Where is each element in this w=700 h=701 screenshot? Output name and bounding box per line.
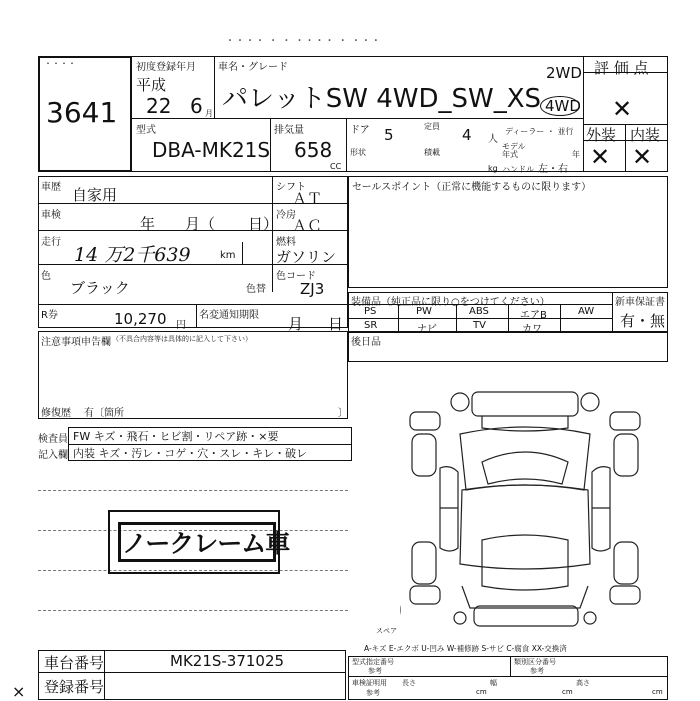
load-label: 積載 (424, 148, 440, 157)
load-unit: kg (488, 164, 498, 173)
windshield (482, 452, 568, 484)
fuel-value: ガソリン (276, 248, 337, 266)
score-cross-mark: ✕ (612, 95, 633, 123)
cert-width-unit: cm (562, 688, 573, 696)
repair-close: 〕 (338, 408, 348, 419)
first-reg-era: 平成 (136, 76, 167, 94)
mileage-label: 走行 (41, 237, 61, 248)
repair-value: 有〔箇所 (84, 408, 124, 419)
equip-aw: AW (578, 306, 595, 317)
repair-label: 修復歴 (41, 408, 71, 419)
model-year-label1: モデル (502, 142, 526, 151)
inspection-label: 車検 (41, 210, 61, 221)
front-left-wheel (412, 434, 436, 476)
shift-value: ＡＴ (292, 190, 323, 208)
model-value: DBA-MK21S (152, 138, 271, 162)
capacity-unit: 人 (488, 134, 498, 145)
displacement-unit: CC (330, 162, 342, 171)
tag-period-label: 名変通知期限 (199, 310, 259, 321)
notes-sublabel: （不具合内容等は具体的に記入して下さい） (112, 335, 252, 343)
spare-label: スペア (376, 627, 397, 635)
mileage-value: 14 万2千639 (74, 244, 191, 266)
first-reg-label: 初度登録年月 (136, 62, 196, 73)
inspection-day: 日） (248, 215, 279, 233)
inspection-month: 月（ (185, 215, 216, 233)
roof (460, 485, 590, 569)
handle-label: ハンドル (502, 165, 534, 174)
interior-cross-mark: ✕ (632, 143, 653, 171)
front-right-wheel (614, 434, 638, 476)
fw-line: FW キズ・飛石・ヒビ割・リペア跡・×要 (73, 430, 279, 443)
first-reg-month: 6 (190, 94, 203, 118)
inspection-year: 年 (140, 215, 156, 233)
notes-label: 注意事項申告欄 (41, 337, 111, 348)
shift-label: シフト (276, 182, 306, 193)
exterior-label: 外装 (586, 126, 617, 144)
header-fragment: ・・・・ ・ ・ ・・・・ ・ ・・・ (225, 36, 381, 47)
margin-cross-mark: × (12, 682, 26, 701)
rear-bumper (474, 606, 578, 626)
registration-label: 登録番号 (44, 678, 105, 696)
cert-width: 幅 (490, 679, 497, 687)
cert-sub: 参考 (366, 689, 380, 697)
car-name-label: 車名・グレード (218, 62, 288, 73)
first-reg-month-unit: 月 (205, 109, 213, 118)
color-change-label: 色替 (246, 284, 266, 295)
drive-4wd: 4WD (545, 97, 581, 115)
rear-items-frame (348, 332, 668, 362)
capacity-value: 4 (462, 126, 472, 144)
front-right-side-part (610, 412, 640, 430)
equip-pw: PW (416, 306, 432, 317)
mirror-left-front (451, 393, 469, 411)
rear-window (482, 535, 568, 590)
chassis-label: 車台番号 (44, 654, 105, 672)
recycle-label: R券 (41, 310, 58, 321)
inspector-label: 検査員 (38, 434, 68, 445)
category-sub: 参考 (530, 667, 544, 675)
shape-label: 形状 (350, 148, 366, 157)
model-year-unit: 年 (572, 150, 580, 159)
door-value: 5 (384, 126, 394, 144)
tag-period-day: 日 (328, 315, 344, 333)
usage-label: 車歴 (41, 182, 61, 193)
mirror-right-front (581, 393, 599, 411)
recycle-unit: 円 (176, 320, 186, 331)
rear-left-side-part (410, 586, 440, 604)
no-claim-text: ノークレーム車 (122, 529, 290, 558)
equip-sr: SR (364, 320, 378, 331)
category-label: 類別区分番号 (514, 658, 556, 666)
interior-line: 内装 キズ・汚レ・コゲ・穴・スレ・キレ・破レ (73, 447, 308, 460)
cert-length: 長さ (402, 679, 416, 687)
equipment-label: 装備品（純正品に限り○をつけてください） (351, 297, 550, 308)
cert-label: 車検証明用 (352, 679, 387, 687)
interior-label: 内装 (630, 126, 661, 144)
front-left-side-part (410, 412, 440, 430)
recycle-value: 10,270 (114, 310, 167, 328)
rear-right-side-part (610, 586, 640, 604)
lot-number: 3641 (46, 96, 118, 129)
car-name-value: パレットSW 4WD_SW_XS (222, 84, 542, 114)
door-label: ドア (350, 125, 370, 136)
equip-airbag: エアB (520, 310, 547, 321)
left-doors (440, 467, 458, 551)
ac-label: 冷房 (276, 210, 296, 221)
chassis-value: MK21S-371025 (170, 652, 285, 670)
score-label: 評 価 点 (594, 59, 649, 77)
equip-tv: TV (473, 320, 486, 331)
rear-items-label: 後日品 (351, 337, 381, 348)
displacement-value: 658 (294, 138, 333, 162)
usage-value: 自家用 (72, 186, 118, 204)
type-designation-sub: 参考 (368, 667, 382, 675)
drive-2wd: 2WD (546, 64, 582, 82)
hood (460, 427, 590, 490)
ac-value: ＡＣ (292, 217, 323, 235)
handle-value: 左・右 (538, 164, 568, 175)
tailgate (462, 586, 588, 608)
equip-navi: ナビ (417, 324, 437, 335)
warranty-value: 有・無 (620, 312, 666, 330)
rear-left-wheel (412, 542, 436, 584)
model-label: 型式 (136, 125, 156, 136)
equip-ps: PS (364, 306, 377, 317)
equip-abs: ABS (469, 306, 489, 317)
rear-right-wheel (614, 542, 638, 584)
cert-height: 高さ (576, 679, 590, 687)
mileage-unit: km (220, 250, 236, 261)
first-reg-year: 22 (146, 94, 172, 118)
exterior-cross-mark: ✕ (590, 143, 611, 171)
fuel-label: 燃料 (276, 237, 296, 248)
tag-period-month: 月 (288, 315, 304, 333)
displacement-label: 排気量 (274, 125, 304, 136)
type-designation-label: 型式指定番号 (352, 658, 394, 666)
damage-legend: A-キズ E-エクボ U-凹み W-補修跡 S-サビ C-腐食 XX-交換済 (364, 644, 567, 653)
cert-length-unit: cm (476, 688, 487, 696)
right-doors (592, 467, 610, 551)
color-label: 色 (41, 271, 51, 282)
sales-point-label: セールスポイント（正常に機能するものに限ります） (352, 182, 592, 193)
color-code-label: 色コード (276, 271, 316, 282)
front-bumper (472, 392, 578, 416)
cert-height-unit: cm (652, 688, 663, 696)
color-code-value: ZJ3 (300, 280, 325, 298)
dealer-label: ディーラー ・ 並行 (505, 127, 574, 136)
car-diagram (400, 372, 650, 642)
warranty-label: 新車保証書 (615, 297, 665, 308)
entry-label: 記入欄 (38, 450, 68, 461)
model-year-label2: 年式 (502, 150, 518, 159)
equip-leather: カワ (522, 324, 542, 335)
color-value: ブラック (70, 279, 130, 297)
bottom-right-frame (348, 656, 668, 700)
capacity-label: 定員 (424, 122, 440, 131)
